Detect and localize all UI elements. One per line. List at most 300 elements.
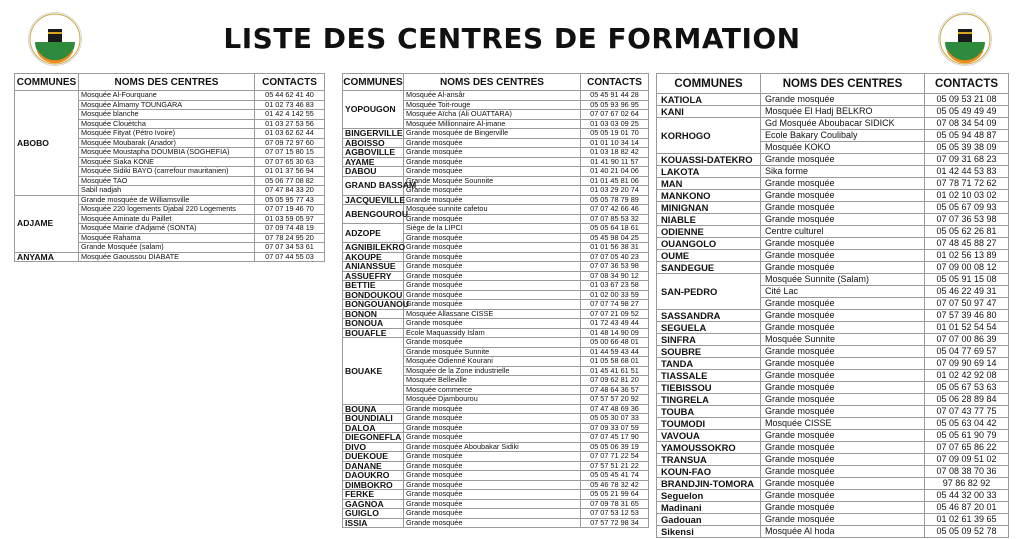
emblem-icon — [938, 12, 992, 66]
commune-cell: AGBOVILLE — [343, 148, 404, 158]
contact-cell: 07 07 85 53 32 — [581, 214, 649, 224]
contact-cell: 07 07 00 86 39 — [925, 334, 1009, 346]
centre-name-cell: Grande mosquée — [761, 214, 925, 226]
centre-name-cell: Grande mosquée — [761, 382, 925, 394]
centre-name-cell: Grande mosquée — [404, 252, 581, 262]
contact-cell: 07 08 34 90 12 — [581, 271, 649, 281]
centre-name-cell: Mosquée KOKO — [761, 142, 925, 154]
table-row — [657, 238, 1009, 250]
contact-cell: 05 05 30 07 33 — [581, 414, 649, 424]
contact-cell: 07 47 84 33 20 — [255, 186, 325, 196]
commune-cell: TANDA — [657, 358, 761, 370]
commune-cell: AKOUPE — [343, 252, 404, 262]
table-header-row — [15, 74, 325, 91]
commune-cell: DUEKOUE — [343, 452, 404, 462]
contact-cell: 05 05 09 52 78 — [925, 526, 1009, 538]
table-row — [343, 452, 649, 462]
col-header-noms: NOMS DES CENTRES — [79, 74, 255, 91]
table-row — [15, 91, 325, 101]
contact-cell: 07 07 42 66 46 — [581, 205, 649, 215]
contact-cell: 07 57 72 98 34 — [581, 518, 649, 528]
contact-cell: 01 02 10 03 02 — [925, 190, 1009, 202]
table-row — [657, 262, 1009, 274]
centre-name-cell: Grande mosquée — [761, 178, 925, 190]
contact-cell: 01 45 41 61 51 — [581, 366, 649, 376]
centre-name-cell: Mosquée Moustapha DOUMBIA (SOGHEFIA) — [79, 148, 255, 158]
centre-name-cell: Grande mosquée — [404, 243, 581, 253]
contact-cell: 07 07 36 53 98 — [581, 262, 649, 272]
commune-cell: BOUAFLE — [343, 328, 404, 338]
contact-cell: 05 05 78 79 89 — [581, 195, 649, 205]
table-row — [657, 394, 1009, 406]
commune-cell: ADZOPE — [343, 224, 404, 243]
centre-name-cell: Mosquée Fityat (Pétro Ivoire) — [79, 129, 255, 139]
contact-cell: 05 05 62 26 81 — [925, 226, 1009, 238]
centre-name-cell: Grande mosquée — [761, 310, 925, 322]
table-row — [657, 274, 1009, 286]
contact-cell: 05 05 67 53 63 — [925, 382, 1009, 394]
commune-cell: BONGOUANOU — [343, 300, 404, 310]
commune-cell: YAMOUSSOKRO — [657, 442, 761, 454]
centre-name-cell: Grande mosquée — [404, 452, 581, 462]
table-row — [343, 338, 649, 348]
commune-cell: BOUNA — [343, 404, 404, 414]
centre-name-cell: Grande mosquée — [404, 281, 581, 291]
contact-cell: 05 05 61 90 79 — [925, 430, 1009, 442]
centre-name-cell: Grande mosquée — [404, 319, 581, 329]
centre-name-cell: Mosquée Moubarak (Anador) — [79, 138, 255, 148]
commune-cell: DIVO — [343, 442, 404, 452]
centre-name-cell: Grande mosquée — [761, 430, 925, 442]
centre-name-cell: Grande mosquée — [404, 157, 581, 167]
commune-cell: ASSUEFRY — [343, 271, 404, 281]
contact-cell: 07 07 67 02 64 — [581, 110, 649, 120]
table-row — [15, 252, 325, 262]
col-header-communes: COMMUNES — [15, 74, 79, 91]
commune-cell: SOUBRE — [657, 346, 761, 358]
contact-cell: 07 48 64 36 57 — [581, 385, 649, 395]
centre-name-cell: Mosquée El Hadj BELKRO — [761, 106, 925, 118]
contact-cell: 01 01 52 54 54 — [925, 322, 1009, 334]
centre-name-cell: Mosquée blanche — [79, 110, 255, 120]
contact-cell: 01 03 03 09 25 — [581, 119, 649, 129]
commune-cell: AGNIBILEKRO — [343, 243, 404, 253]
contact-cell: 01 03 62 62 44 — [255, 129, 325, 139]
centre-name-cell: Grande mosquée — [404, 290, 581, 300]
table-row — [343, 414, 649, 424]
centre-name-cell: Grande mosquée — [404, 138, 581, 148]
contact-cell: 05 05 19 01 70 — [581, 129, 649, 139]
page-title: LISTE DES CENTRES DE FORMATION — [223, 22, 801, 55]
table-row — [343, 518, 649, 528]
contact-cell: 07 07 43 77 75 — [925, 406, 1009, 418]
table-row — [657, 346, 1009, 358]
contact-cell: 05 06 77 08 82 — [255, 176, 325, 186]
contact-cell: 05 05 06 39 19 — [581, 442, 649, 452]
contact-cell: 07 57 57 20 92 — [581, 395, 649, 405]
table-row — [657, 106, 1009, 118]
commune-cell: SINFRA — [657, 334, 761, 346]
commune-cell: JACQUEVILLE — [343, 195, 404, 205]
contact-cell: 05 05 39 38 09 — [925, 142, 1009, 154]
centre-name-cell: Grande mosquée — [761, 514, 925, 526]
contact-cell: 07 09 00 08 12 — [925, 262, 1009, 274]
contact-cell: 07 78 24 95 20 — [255, 233, 325, 243]
centre-name-cell: Mosquée sunnite cafetou — [404, 205, 581, 215]
table-row — [657, 382, 1009, 394]
contact-cell: 07 07 71 22 54 — [581, 452, 649, 462]
contact-cell: 05 46 22 49 31 — [925, 286, 1009, 298]
centre-name-cell: Grande mosquée — [404, 186, 581, 196]
commune-cell: AYAME — [343, 157, 404, 167]
commune-cell: LAKOTA — [657, 166, 761, 178]
contact-cell: 01 40 21 04 06 — [581, 167, 649, 177]
centre-name-cell: Grande mosquée — [404, 214, 581, 224]
commune-cell: BRANDJIN-TOMORA — [657, 478, 761, 490]
contact-cell: 01 05 58 68 01 — [581, 357, 649, 367]
contact-cell: 05 05 64 18 61 — [581, 224, 649, 234]
contact-cell: 07 07 74 98 27 — [581, 300, 649, 310]
commune-cell: Seguelon — [657, 490, 761, 502]
commune-cell: DANANE — [343, 461, 404, 471]
centre-name-cell: Mosquée Millionnaire Al-imane — [404, 119, 581, 129]
contact-cell: 01 01 56 38 31 — [581, 243, 649, 253]
contact-cell: 07 57 51 21 22 — [581, 461, 649, 471]
centre-name-cell: Grande mosquée — [404, 518, 581, 528]
commune-cell: BOUNDIALI — [343, 414, 404, 424]
contact-cell: 07 08 34 54 09 — [925, 118, 1009, 130]
centre-name-cell: Siège de la LIPCI — [404, 224, 581, 234]
contact-cell: 07 07 19 46 70 — [255, 205, 325, 215]
contact-cell: 07 09 33 07 59 — [581, 423, 649, 433]
contact-cell: 07 09 90 69 14 — [925, 358, 1009, 370]
contact-cell: 05 09 53 21 08 — [925, 94, 1009, 106]
commune-cell: DABOU — [343, 167, 404, 177]
centre-name-cell: Grande mosquée — [404, 490, 581, 500]
contact-cell: 07 09 31 68 23 — [925, 154, 1009, 166]
centre-name-cell: Centre culturel — [761, 226, 925, 238]
table-row — [343, 148, 649, 158]
table-row — [657, 430, 1009, 442]
commune-cell: GUIGLO — [343, 509, 404, 519]
centre-name-cell: Mosquée Aïcha (Ali OUATTARA) — [404, 110, 581, 120]
centre-name-cell: Grande mosquée — [761, 478, 925, 490]
contact-cell: 01 42 4 142 55 — [255, 110, 325, 120]
centre-name-cell: Grande mosquée — [761, 370, 925, 382]
centre-name-cell: Grande mosquée — [404, 480, 581, 490]
contact-cell: 07 07 21 09 52 — [581, 309, 649, 319]
centre-name-cell: Mosquée Sidiki BAYO (carrefour mauritanien) — [79, 167, 255, 177]
commune-cell: DAOUKRO — [343, 471, 404, 481]
contact-cell: 07 09 74 48 19 — [255, 224, 325, 234]
centre-name-cell: Grande mosquée — [761, 238, 925, 250]
page-header — [0, 0, 1024, 70]
centre-name-cell: Grande Mosquée (salam) — [79, 243, 255, 253]
table-row — [657, 250, 1009, 262]
centre-name-cell: Mosquée de la Zone industrielle — [404, 366, 581, 376]
contact-cell: 05 44 32 00 33 — [925, 490, 1009, 502]
table-row — [657, 214, 1009, 226]
commune-cell: ABENGOUROU — [343, 205, 404, 224]
contact-cell: 01 01 37 56 94 — [255, 167, 325, 177]
centre-name-cell: Mosquée Al hoda — [761, 526, 925, 538]
table-row — [343, 205, 649, 215]
contact-cell: 01 03 27 53 56 — [255, 119, 325, 129]
centre-name-cell: Grande mosquée — [404, 167, 581, 177]
commune-cell: Gadouan — [657, 514, 761, 526]
contact-cell: 05 04 77 69 57 — [925, 346, 1009, 358]
centre-name-cell: Grande mosquée — [761, 442, 925, 454]
commune-cell: NIABLE — [657, 214, 761, 226]
commune-cell: TIEBISSOU — [657, 382, 761, 394]
centre-name-cell: Grande mosquée — [761, 298, 925, 310]
contact-cell: 01 02 00 33 59 — [581, 290, 649, 300]
table-row — [343, 471, 649, 481]
centre-name-cell: Ecole Bakary Coulibaly — [761, 130, 925, 142]
centre-name-cell: Grande mosquée Sunnite — [404, 347, 581, 357]
commune-cell: FERKE — [343, 490, 404, 500]
table-row — [657, 190, 1009, 202]
contact-cell: 05 45 91 44 28 — [581, 91, 649, 101]
contact-cell: 05 05 63 04 42 — [925, 418, 1009, 430]
centres-tables — [0, 73, 1024, 537]
table-row — [343, 262, 649, 272]
contact-cell: 05 06 28 89 84 — [925, 394, 1009, 406]
centre-name-cell: Grande Mosquée Sounnite — [404, 176, 581, 186]
centre-name-cell: Grande mosquée — [761, 346, 925, 358]
table-header-row — [657, 74, 1009, 94]
table-row — [343, 433, 649, 443]
contact-cell: 05 05 67 09 93 — [925, 202, 1009, 214]
contact-cell: 01 02 73 46 83 — [255, 100, 325, 110]
centre-name-cell: Sika forme — [761, 166, 925, 178]
centre-name-cell: Grande mosquée — [761, 250, 925, 262]
centre-name-cell: Grande mosquée — [404, 433, 581, 443]
commune-cell: BONDOUKOU — [343, 290, 404, 300]
commune-cell: Madinani — [657, 502, 761, 514]
table-row — [657, 466, 1009, 478]
centre-name-cell: Grande mosquée — [761, 466, 925, 478]
centre-name-cell: Grande mosquée — [404, 300, 581, 310]
contact-cell: 01 01 45 81 06 — [581, 176, 649, 186]
col-header-contacts: CONTACTS — [581, 74, 649, 91]
hadj-emblem-logo — [938, 12, 992, 66]
contact-cell: 07 07 45 17 90 — [581, 433, 649, 443]
contact-cell: 07 07 05 40 23 — [581, 252, 649, 262]
col-header-contacts: CONTACTS — [925, 74, 1009, 94]
table-row — [657, 226, 1009, 238]
centre-name-cell: Grande mosquée — [761, 322, 925, 334]
centre-name-cell: Mosquée commerce — [404, 385, 581, 395]
centre-name-cell: Grande mosquée — [404, 262, 581, 272]
centre-name-cell: Grande mosquée — [404, 271, 581, 281]
table-row — [343, 91, 649, 101]
table-header-row — [343, 74, 649, 91]
contact-cell: 07 08 38 70 36 — [925, 466, 1009, 478]
table-row — [657, 178, 1009, 190]
contact-cell: 01 03 67 23 58 — [581, 281, 649, 291]
contact-cell: 05 05 94 48 87 — [925, 130, 1009, 142]
contact-cell: 07 48 45 88 27 — [925, 238, 1009, 250]
centre-name-cell: Grande mosquée — [404, 423, 581, 433]
table-row — [657, 94, 1009, 106]
commune-cell: SANDEGUE — [657, 262, 761, 274]
commune-cell: DIMBOKRO — [343, 480, 404, 490]
contact-cell: 05 05 91 15 08 — [925, 274, 1009, 286]
col-header-noms: NOMS DES CENTRES — [404, 74, 581, 91]
centre-name-cell: Mosquée Allassane CISSE — [404, 309, 581, 319]
contact-cell: 01 48 14 90 09 — [581, 328, 649, 338]
commune-cell: ABOBO — [15, 91, 79, 196]
centre-name-cell: Mosquée TAO — [79, 176, 255, 186]
contact-cell: 01 03 18 82 42 — [581, 148, 649, 158]
contact-cell: 07 78 71 72 62 — [925, 178, 1009, 190]
commune-cell: ANYAMA — [15, 252, 79, 262]
commune-cell: MANKONO — [657, 190, 761, 202]
contact-cell: 05 05 93 96 95 — [581, 100, 649, 110]
centre-name-cell: Mosquée Gaoussou DIABATE — [79, 252, 255, 262]
centre-name-cell: Grande mosquée — [404, 338, 581, 348]
table-row — [657, 118, 1009, 130]
contact-cell: 07 07 44 55 03 — [255, 252, 325, 262]
col-header-noms: NOMS DES CENTRES — [761, 74, 925, 94]
contact-cell: 01 02 42 92 08 — [925, 370, 1009, 382]
table-row — [657, 406, 1009, 418]
table-row — [343, 300, 649, 310]
contact-cell: 01 42 44 53 83 — [925, 166, 1009, 178]
table-row — [343, 509, 649, 519]
table-row — [657, 154, 1009, 166]
table-row — [657, 334, 1009, 346]
contact-cell: 05 05 21 99 64 — [581, 490, 649, 500]
centres-table — [14, 73, 325, 262]
table-row — [657, 166, 1009, 178]
commune-cell: KOUN-FAO — [657, 466, 761, 478]
centre-name-cell: Grande mosquée — [761, 262, 925, 274]
centre-name-cell: Mosquée Al-Fourquane — [79, 91, 255, 101]
commune-cell: OUME — [657, 250, 761, 262]
commune-cell: OUANGOLO — [657, 238, 761, 250]
centre-name-cell: Grande mosquée — [761, 454, 925, 466]
commune-cell: BONON — [343, 309, 404, 319]
commune-cell: GAGNOA — [343, 499, 404, 509]
commune-cell: ABOISSO — [343, 138, 404, 148]
contact-cell: 05 45 98 04 25 — [581, 233, 649, 243]
commune-cell: ADJAME — [15, 195, 79, 252]
centre-name-cell: Mosquée Aminate du Paillet — [79, 214, 255, 224]
centre-name-cell: Gd Mosquée Aboubacar SIDICK — [761, 118, 925, 130]
table-row — [343, 490, 649, 500]
centre-name-cell: Mosquée 220 logements Djabal 220 Logements — [79, 205, 255, 215]
commune-cell: MAN — [657, 178, 761, 190]
centre-name-cell: Mosquée Mairie d'Adjamé (SONTA) — [79, 224, 255, 234]
table-row — [343, 281, 649, 291]
table-row — [657, 418, 1009, 430]
centre-name-cell: Mosquée Al-ansâr — [404, 91, 581, 101]
contact-cell: 05 46 87 20 01 — [925, 502, 1009, 514]
contact-cell: 05 05 95 77 43 — [255, 195, 325, 205]
commune-cell: BONOUA — [343, 319, 404, 329]
centres-table — [342, 73, 649, 528]
centre-name-cell: Mosquée Clouètcha — [79, 119, 255, 129]
centre-name-cell: Mosquée Rahama — [79, 233, 255, 243]
contact-cell: 97 86 82 92 — [925, 478, 1009, 490]
table-row — [343, 224, 649, 234]
table-row — [657, 502, 1009, 514]
commune-cell: GRAND BASSAM — [343, 176, 404, 195]
table-row — [657, 454, 1009, 466]
centre-name-cell: Grande mosquée — [404, 471, 581, 481]
table-row — [657, 322, 1009, 334]
centre-name-cell: Grande mosquée — [404, 461, 581, 471]
commune-cell: TOUBA — [657, 406, 761, 418]
commune-cell: ISSIA — [343, 518, 404, 528]
centre-name-cell: Grande mosquée — [761, 406, 925, 418]
commune-cell: TOUMODI — [657, 418, 761, 430]
contact-cell: 07 07 65 30 63 — [255, 157, 325, 167]
commune-cell: KATIOLA — [657, 94, 761, 106]
commune-cell: TIASSALE — [657, 370, 761, 382]
centre-name-cell: Grande mosquée de Bingerville — [404, 129, 581, 139]
centre-name-cell: Grande mosquée — [404, 404, 581, 414]
centre-name-cell: Mosquée Siaka KONE — [79, 157, 255, 167]
commune-cell: BETTIE — [343, 281, 404, 291]
centre-name-cell: Mosquée CISSE — [761, 418, 925, 430]
table-row — [657, 442, 1009, 454]
contact-cell: 07 57 39 46 80 — [925, 310, 1009, 322]
centre-name-cell: Grande mosquée — [404, 499, 581, 509]
contact-cell: 07 07 36 53 98 — [925, 214, 1009, 226]
commune-cell: MINIGNAN — [657, 202, 761, 214]
centre-name-cell: Grande mosquée — [761, 94, 925, 106]
centre-name-cell: Grande mosquée — [761, 190, 925, 202]
centre-name-cell: Grande mosquée — [404, 148, 581, 158]
centre-name-cell: Grande mosquée — [761, 202, 925, 214]
contact-cell: 07 47 48 69 36 — [581, 404, 649, 414]
commune-cell: KANI — [657, 106, 761, 118]
centre-name-cell: Grande mosquée — [761, 394, 925, 406]
commune-cell: DIEGONEFLA — [343, 433, 404, 443]
commune-cell: KOUASSI-DATEKRO — [657, 154, 761, 166]
commune-cell: SASSANDRA — [657, 310, 761, 322]
centres-table — [656, 73, 1009, 538]
centre-name-cell: Grande mosquée — [761, 154, 925, 166]
contact-cell: 05 05 49 49 49 — [925, 106, 1009, 118]
commune-cell: TRANSUA — [657, 454, 761, 466]
contact-cell: 07 07 65 86 22 — [925, 442, 1009, 454]
centre-name-cell: Mosquée Almamy TOUNGARA — [79, 100, 255, 110]
contact-cell: 01 02 61 39 65 — [925, 514, 1009, 526]
commune-cell: YOPOUGON — [343, 91, 404, 129]
commune-cell: DALOA — [343, 423, 404, 433]
centre-name-cell: Grande mosquée — [404, 195, 581, 205]
table-row — [657, 202, 1009, 214]
contact-cell: 01 03 59 05 97 — [255, 214, 325, 224]
contact-cell: 07 09 62 81 20 — [581, 376, 649, 386]
centre-name-cell: Ecole Maquassidy Islam — [404, 328, 581, 338]
commune-cell: ODIENNE — [657, 226, 761, 238]
table-row — [343, 319, 649, 329]
contact-cell: 07 09 78 31 65 — [581, 499, 649, 509]
table-row — [657, 478, 1009, 490]
centre-name-cell: Grande mosquée — [404, 233, 581, 243]
centre-name-cell: Mosquée Toit-rouge — [404, 100, 581, 110]
centre-name-cell: Grande mosquée — [761, 358, 925, 370]
contact-cell: 01 41 90 11 57 — [581, 157, 649, 167]
centre-name-cell: Grande mosquée — [761, 490, 925, 502]
contact-cell: 01 03 29 20 74 — [581, 186, 649, 196]
col-header-communes: COMMUNES — [657, 74, 761, 94]
